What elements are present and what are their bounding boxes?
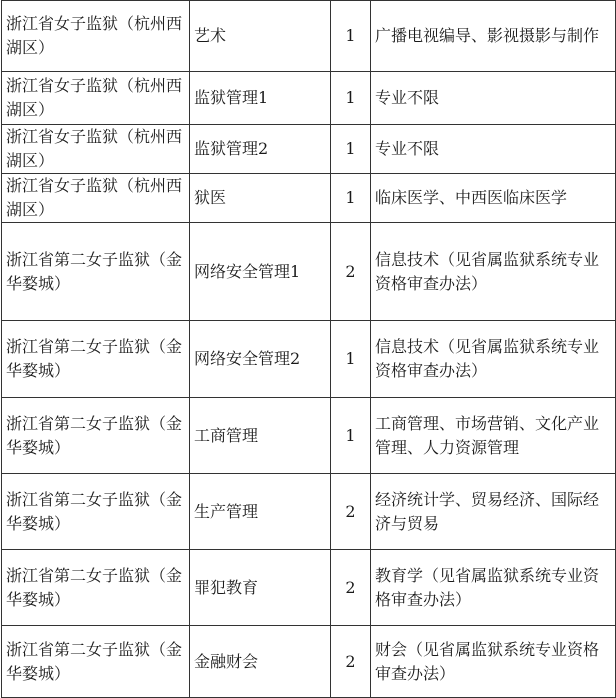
major-cell: 经济统计学、贸易经济、国际经济与贸易 [371, 474, 616, 550]
count-cell: 2 [331, 550, 371, 626]
major-cell: 广播电视编导、影视摄影与制作 [371, 1, 616, 72]
major-cell: 信息技术（见省属监狱系统专业资格审查办法） [371, 223, 616, 321]
count-cell: 2 [331, 223, 371, 321]
post-cell: 监狱管理1 [190, 72, 331, 125]
table-row [2, 474, 616, 550]
table-row [2, 321, 616, 398]
table-row [2, 125, 616, 174]
recruitment-table [1, 0, 616, 698]
unit-cell: 浙江省女子监狱（杭州西湖区） [2, 174, 190, 223]
unit-cell: 浙江省女子监狱（杭州西湖区） [2, 125, 190, 174]
major-cell: 信息技术（见省属监狱系统专业资格审查办法） [371, 321, 616, 398]
table-row [2, 1, 616, 72]
unit-cell: 浙江省第二女子监狱（金华婺城） [2, 321, 190, 398]
table-row [2, 550, 616, 626]
unit-cell: 浙江省第二女子监狱（金华婺城） [2, 626, 190, 698]
post-cell: 监狱管理2 [190, 125, 331, 174]
post-cell: 艺术 [190, 1, 331, 72]
table-row [2, 626, 616, 698]
table-row [2, 223, 616, 321]
post-cell: 工商管理 [190, 398, 331, 474]
unit-cell: 浙江省女子监狱（杭州西湖区） [2, 72, 190, 125]
unit-cell: 浙江省女子监狱（杭州西湖区） [2, 1, 190, 72]
post-cell: 网络安全管理1 [190, 223, 331, 321]
unit-cell: 浙江省第二女子监狱（金华婺城） [2, 223, 190, 321]
count-cell: 2 [331, 626, 371, 698]
table-row [2, 174, 616, 223]
major-cell: 专业不限 [371, 125, 616, 174]
count-cell: 2 [331, 474, 371, 550]
post-cell: 罪犯教育 [190, 550, 331, 626]
count-cell: 1 [331, 321, 371, 398]
major-cell: 教育学（见省属监狱系统专业资格审查办法） [371, 550, 616, 626]
post-cell: 生产管理 [190, 474, 331, 550]
unit-cell: 浙江省第二女子监狱（金华婺城） [2, 550, 190, 626]
major-cell: 工商管理、市场营销、文化产业管理、人力资源管理 [371, 398, 616, 474]
table-row [2, 398, 616, 474]
count-cell: 1 [331, 125, 371, 174]
major-cell: 专业不限 [371, 72, 616, 125]
count-cell: 1 [331, 1, 371, 72]
major-cell: 财会（见省属监狱系统专业资格审查办法） [371, 626, 616, 698]
unit-cell: 浙江省第二女子监狱（金华婺城） [2, 398, 190, 474]
post-cell: 狱医 [190, 174, 331, 223]
count-cell: 1 [331, 174, 371, 223]
unit-cell: 浙江省第二女子监狱（金华婺城） [2, 474, 190, 550]
post-cell: 金融财会 [190, 626, 331, 698]
post-cell: 网络安全管理2 [190, 321, 331, 398]
major-cell: 临床医学、中西医临床医学 [371, 174, 616, 223]
table-row [2, 72, 616, 125]
count-cell: 1 [331, 398, 371, 474]
count-cell: 1 [331, 72, 371, 125]
